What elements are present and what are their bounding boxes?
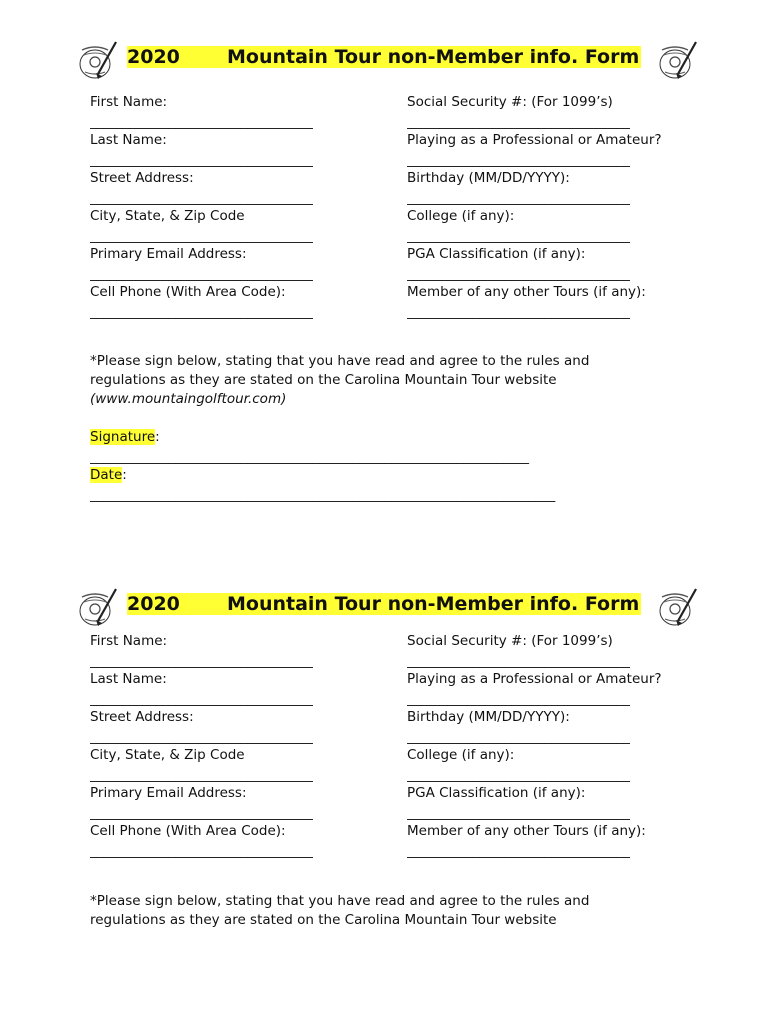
other-tours-label: Member of any other Tours (if any): [407,284,646,300]
street-address-label: Street Address: [90,170,194,186]
other-tours-label: Member of any other Tours (if any): [407,823,646,839]
golf-tour-logo-icon [656,40,698,82]
signature-field[interactable]: ___________________________________________________________________ [90,449,529,465]
college-field[interactable]: __________________________________ [407,228,630,244]
email-label: Primary Email Address: [90,246,247,262]
cell-phone-label: Cell Phone (With Area Code): [90,284,286,300]
email-field[interactable]: __________________________________ [90,805,313,821]
pro-amateur-label: Playing as a Professional or Amateur? [407,132,662,148]
date-field[interactable]: _______________________________________________________________________ [90,487,556,503]
ssn-label: Social Security #: (For 1099’s) [407,94,613,110]
golf-tour-logo-icon [656,587,698,629]
form-year: 2020 [127,593,207,615]
college-label: College (if any): [407,208,515,224]
agreement-text [90,352,650,409]
pro-amateur-field[interactable]: __________________________________ [407,691,630,707]
last-name-field[interactable]: __________________________________ [90,691,313,707]
email-label: Primary Email Address: [90,785,247,801]
street-address-field[interactable]: __________________________________ [90,190,313,206]
pga-classification-field[interactable]: __________________________________ [407,266,630,282]
signature-label: Signature [90,429,156,445]
city-state-zip-label: City, State, & Zip Code [90,208,245,224]
agreement-line-1: *Please sign below, stating that you have read and agree to the rules and [90,353,590,369]
pga-classification-label: PGA Classification (if any): [407,246,586,262]
first-name-field[interactable]: __________________________________ [90,114,313,130]
form-year: 2020 [127,46,207,68]
agreement-text [90,892,650,930]
birthday-field[interactable]: __________________________________ [407,729,630,745]
ssn-label: Social Security #: (For 1099’s) [407,633,613,649]
cell-phone-label: Cell Phone (With Area Code): [90,823,286,839]
college-field[interactable]: __________________________________ [407,767,630,783]
golf-tour-logo-icon [76,40,118,82]
last-name-field[interactable]: __________________________________ [90,152,313,168]
first-name-label: First Name: [90,633,168,649]
street-address-field[interactable]: __________________________________ [90,729,313,745]
signature-colon: : [155,429,160,445]
ssn-field[interactable]: __________________________________ [407,653,630,669]
street-address-label: Street Address: [90,709,194,725]
first-name-field[interactable]: __________________________________ [90,653,313,669]
email-field[interactable]: __________________________________ [90,266,313,282]
other-tours-field[interactable]: __________________________________ [407,304,630,320]
pro-amateur-label: Playing as a Professional or Amateur? [407,671,662,687]
date-colon: : [122,467,127,483]
pro-amateur-field[interactable]: __________________________________ [407,152,630,168]
last-name-label: Last Name: [90,671,167,687]
signature-label-row [90,429,160,445]
pga-classification-label: PGA Classification (if any): [407,785,586,801]
pga-classification-field[interactable]: __________________________________ [407,805,630,821]
date-label: Date [90,467,123,483]
form-title: Mountain Tour non-Member info. Form [207,593,641,615]
birthday-field[interactable]: __________________________________ [407,190,630,206]
other-tours-field[interactable]: __________________________________ [407,843,630,859]
cell-phone-field[interactable]: __________________________________ [90,304,313,320]
form-title: Mountain Tour non-Member info. Form [207,46,641,68]
birthday-label: Birthday (MM/DD/YYYY): [407,709,570,725]
agreement-line-1: *Please sign below, stating that you have read and agree to the rules and [90,893,590,909]
agreement-line-2: regulations as they are stated on the Carolina Mountain Tour website [90,372,557,388]
golf-tour-logo-icon [76,587,118,629]
cell-phone-field[interactable]: __________________________________ [90,843,313,859]
website-link[interactable]: (www.mountaingolftour.com) [90,391,287,407]
birthday-label: Birthday (MM/DD/YYYY): [407,170,570,186]
city-state-zip-field[interactable]: __________________________________ [90,767,313,783]
city-state-zip-field[interactable]: __________________________________ [90,228,313,244]
city-state-zip-label: City, State, & Zip Code [90,747,245,763]
college-label: College (if any): [407,747,515,763]
first-name-label: First Name: [90,94,168,110]
last-name-label: Last Name: [90,132,167,148]
date-label-row [90,467,127,483]
agreement-line-2: regulations as they are stated on the Carolina Mountain Tour website [90,912,557,928]
ssn-field[interactable]: __________________________________ [407,114,630,130]
